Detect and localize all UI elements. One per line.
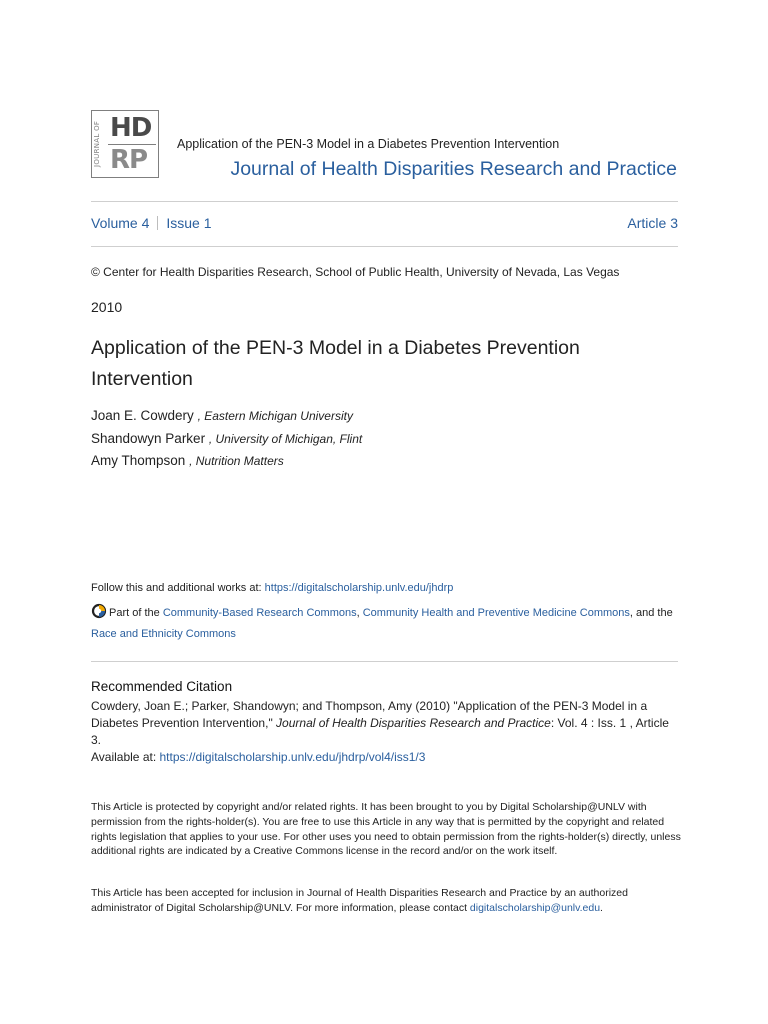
publication-year: 2010 <box>91 299 123 315</box>
acceptance-notice <box>91 886 681 916</box>
follow-label: Follow this and additional works at: <box>91 582 265 594</box>
author-item <box>91 428 362 451</box>
acceptance-end: . <box>600 901 603 914</box>
citation-text-end: : Vol. 4 : Iss. 1 , Article 3. <box>91 716 669 747</box>
header-article-title: Application of the PEN-3 Model in a Diabetes Prevention Intervention <box>177 137 560 151</box>
community-based-research-commons-link[interactable]: Community-Based Research Commons <box>162 607 357 619</box>
citation-text: Cowdery, Joan E.; Parker, Shandowyn; and Thompson, Amy (2010) "Application of the PEN-3 Model in a Diabetes Prevention Intervention," <box>91 699 648 730</box>
issue-nav <box>91 215 678 231</box>
author-affiliation: , Nutrition Matters <box>189 454 284 468</box>
logo-vertical-text: JOURNAL OF <box>93 120 101 168</box>
part-of-prefix: Part of the <box>109 607 163 619</box>
issue-nav-separator <box>157 216 158 230</box>
race-ethnicity-commons-link[interactable]: Race and Ethnicity Commons <box>91 627 236 640</box>
issue-link[interactable]: Issue 1 <box>166 215 212 231</box>
follow-line <box>91 582 453 594</box>
part-of-separator: , <box>356 607 363 619</box>
author-name: Shandowyn Parker <box>91 430 206 446</box>
article-title: Application of the PEN-3 Model in a Diabetes Prevention Intervention <box>91 337 580 390</box>
author-item <box>91 405 362 428</box>
author-name: Amy Thompson <box>91 453 186 468</box>
logo-rp-text: RP <box>110 145 148 175</box>
volume-link[interactable]: Volume 4 <box>91 215 150 231</box>
available-at-link[interactable]: https://digitalscholarship.unlv.edu/jhdrp/vol4/iss1/3 <box>159 750 426 764</box>
follow-url-link[interactable]: https://digitalscholarship.unlv.edu/jhdrp <box>264 582 454 594</box>
author-list <box>91 405 362 473</box>
copyright-notice: © Center for Health Disparities Research, School of Public Health, University of Nevada, Las Vegas <box>91 265 620 279</box>
article-link[interactable]: Article 3 <box>627 215 678 231</box>
rights-notice: This Article is protected by copyright and/or related rights. It has been brought to you by Digital Scholarship@UNLV with permission from the rights-holder(s). You are free to use this Article in any way that is permitted by the copyright and related rights legislation that applies to your use. For other uses you need to obtain permission from the rights-holder(s) directly, unless additional rights are indicated by a Creative Commons license in the record and/or on the work itself. <box>91 801 681 858</box>
author-affiliation: , University of Michigan, Flint <box>208 431 363 446</box>
author-affiliation: , Eastern Michigan University <box>197 409 353 423</box>
citation-rule <box>91 661 678 662</box>
author-item <box>91 450 362 473</box>
network-commons-icon <box>91 603 107 619</box>
part-of-commons <box>91 603 678 644</box>
part-of-separator: , and the <box>629 607 673 619</box>
citation-journal: Journal of Health Disparities Research and Practice <box>276 716 551 730</box>
author-name: Joan E. Cowdery <box>91 408 194 423</box>
available-at-label: Available at: <box>91 750 160 764</box>
journal-name-link[interactable]: Journal of Health Disparities Research and Practice <box>230 158 677 180</box>
acceptance-text: This Article has been accepted for inclusion in Journal of Health Disparities Research and Practice by an authorized administrator of Digital Scholarship@UNLV. For more information, please contact <box>91 887 628 914</box>
logo-hd-text: HD <box>110 113 152 143</box>
contact-email-link[interactable]: digitalscholarship@unlv.edu <box>469 901 601 914</box>
issue-nav-rule <box>91 246 678 247</box>
recommended-citation-heading: Recommended Citation <box>91 679 233 694</box>
journal-logo <box>91 110 159 178</box>
community-health-commons-link[interactable]: Community Health and Preventive Medicine Commons <box>362 607 630 619</box>
header-rule <box>91 201 678 202</box>
recommended-citation-body <box>91 698 678 766</box>
